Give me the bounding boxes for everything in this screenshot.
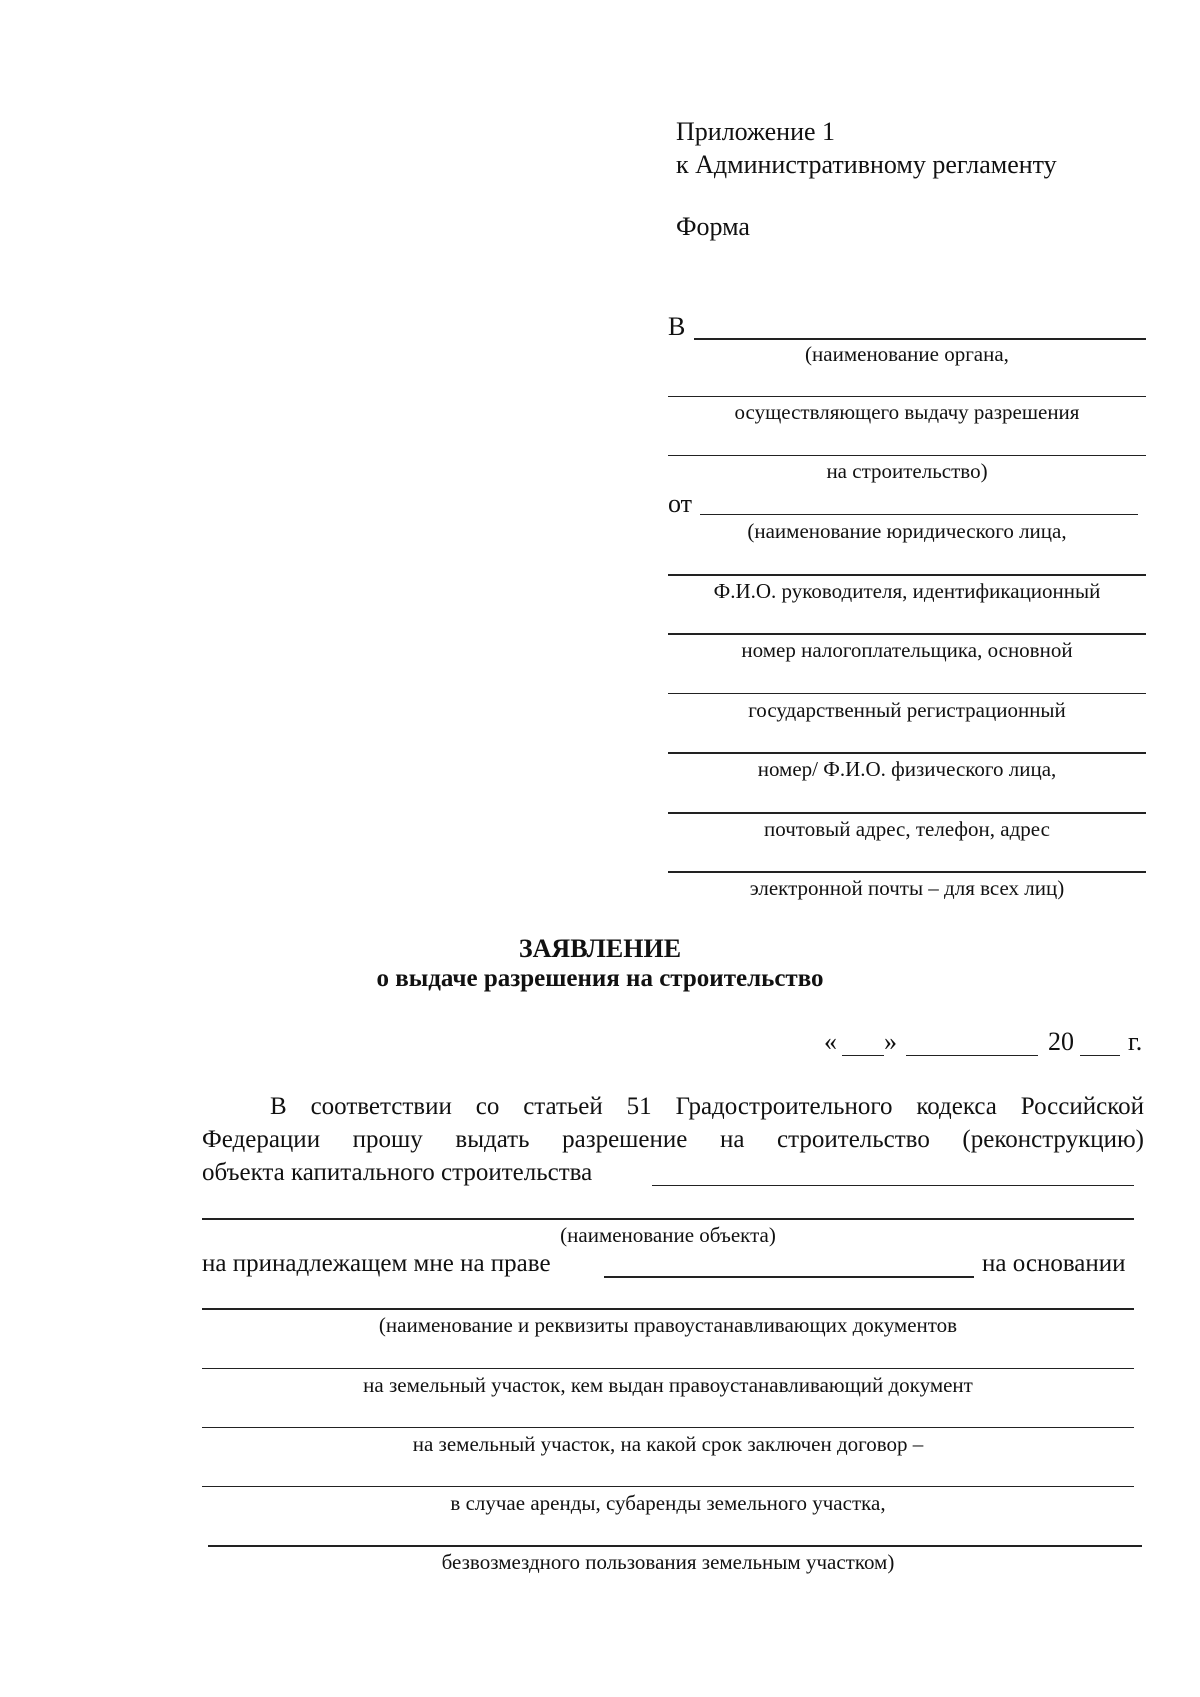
from-field-line-6[interactable]	[668, 812, 1146, 814]
from-caption-3: номер налогоплательщика, основной	[741, 638, 1073, 662]
from-prefix: от	[668, 489, 693, 518]
date-open-quote: «	[824, 1027, 837, 1056]
from-caption-4: государственный регистрационный	[748, 698, 1066, 722]
date-year-prefix: 20	[1048, 1027, 1074, 1056]
to-field-line-2[interactable]	[668, 396, 1146, 397]
document-title: ЗАЯВЛЕНИЕ	[518, 934, 682, 963]
body-line-1: В соответствии со статьей 51 Градостроительного кодекса Российской	[270, 1093, 1144, 1120]
from-caption-5: номер/ Ф.И.О. физического лица,	[757, 757, 1057, 781]
body-line-2: Федерации прошу выдать разрешение на строительство (реконструкцию)	[202, 1126, 1144, 1153]
right-prefix: на принадлежащем мне на праве	[202, 1250, 551, 1277]
doc-field-line-5[interactable]	[208, 1545, 1142, 1547]
from-field-line-5[interactable]	[668, 752, 1146, 754]
from-caption-6: почтовый адрес, телефон, адрес	[764, 817, 1050, 841]
appendix-number: Приложение 1	[676, 117, 836, 146]
object-field-line[interactable]	[652, 1185, 1134, 1186]
to-caption-3: на строительство)	[826, 459, 988, 483]
doc-field-line-3[interactable]	[202, 1427, 1134, 1428]
right-suffix: на основании	[982, 1250, 1126, 1277]
doc-caption-4: в случае аренды, субаренды земельного участка,	[450, 1491, 886, 1515]
from-field-line-7[interactable]	[668, 871, 1146, 873]
date-close-quote: »	[884, 1027, 897, 1056]
body-line-3: объекта капитального строительства	[202, 1159, 593, 1186]
date-month-field[interactable]	[906, 1055, 1038, 1056]
doc-caption-3: на земельный участок, на какой срок заключен договор –	[412, 1432, 924, 1456]
object-caption: (наименование объекта)	[560, 1223, 776, 1247]
from-field-line-3[interactable]	[668, 633, 1146, 635]
doc-caption-2: на земельный участок, кем выдан правоустанавливающий документ	[363, 1373, 973, 1397]
from-caption-1: (наименование юридического лица,	[747, 519, 1067, 543]
appendix-regulation: к Административному регламенту	[676, 150, 1057, 179]
object-field-line-2[interactable]	[202, 1218, 1134, 1220]
to-caption-2: осуществляющего выдачу разрешения	[734, 400, 1080, 424]
to-caption-1: (наименование органа,	[805, 342, 1009, 366]
document-subtitle: о выдаче разрешения на строительство	[376, 965, 824, 992]
from-field-line-2[interactable]	[668, 574, 1146, 576]
date-year-suffix: г.	[1128, 1027, 1143, 1056]
date-year-field[interactable]	[1080, 1055, 1120, 1056]
date-day-field[interactable]	[842, 1055, 884, 1056]
to-field-line[interactable]	[694, 338, 1146, 340]
from-field-line-4[interactable]	[668, 693, 1146, 694]
to-field-line-3[interactable]	[668, 455, 1146, 456]
right-field-line[interactable]	[604, 1276, 974, 1278]
doc-caption-1: (наименование и реквизиты правоустанавливающих документов	[378, 1313, 958, 1337]
to-prefix: В	[668, 312, 686, 341]
doc-field-line-1[interactable]	[202, 1308, 1134, 1310]
doc-field-line-2[interactable]	[202, 1368, 1134, 1369]
form-label: Форма	[676, 212, 750, 241]
doc-caption-5: безвозмездного пользования земельным участком)	[441, 1550, 895, 1574]
doc-field-line-4[interactable]	[202, 1486, 1134, 1487]
from-caption-7: электронной почты – для всех лиц)	[749, 876, 1065, 900]
from-caption-2: Ф.И.О. руководителя, идентификационный	[713, 579, 1101, 603]
from-field-line[interactable]	[700, 514, 1138, 515]
